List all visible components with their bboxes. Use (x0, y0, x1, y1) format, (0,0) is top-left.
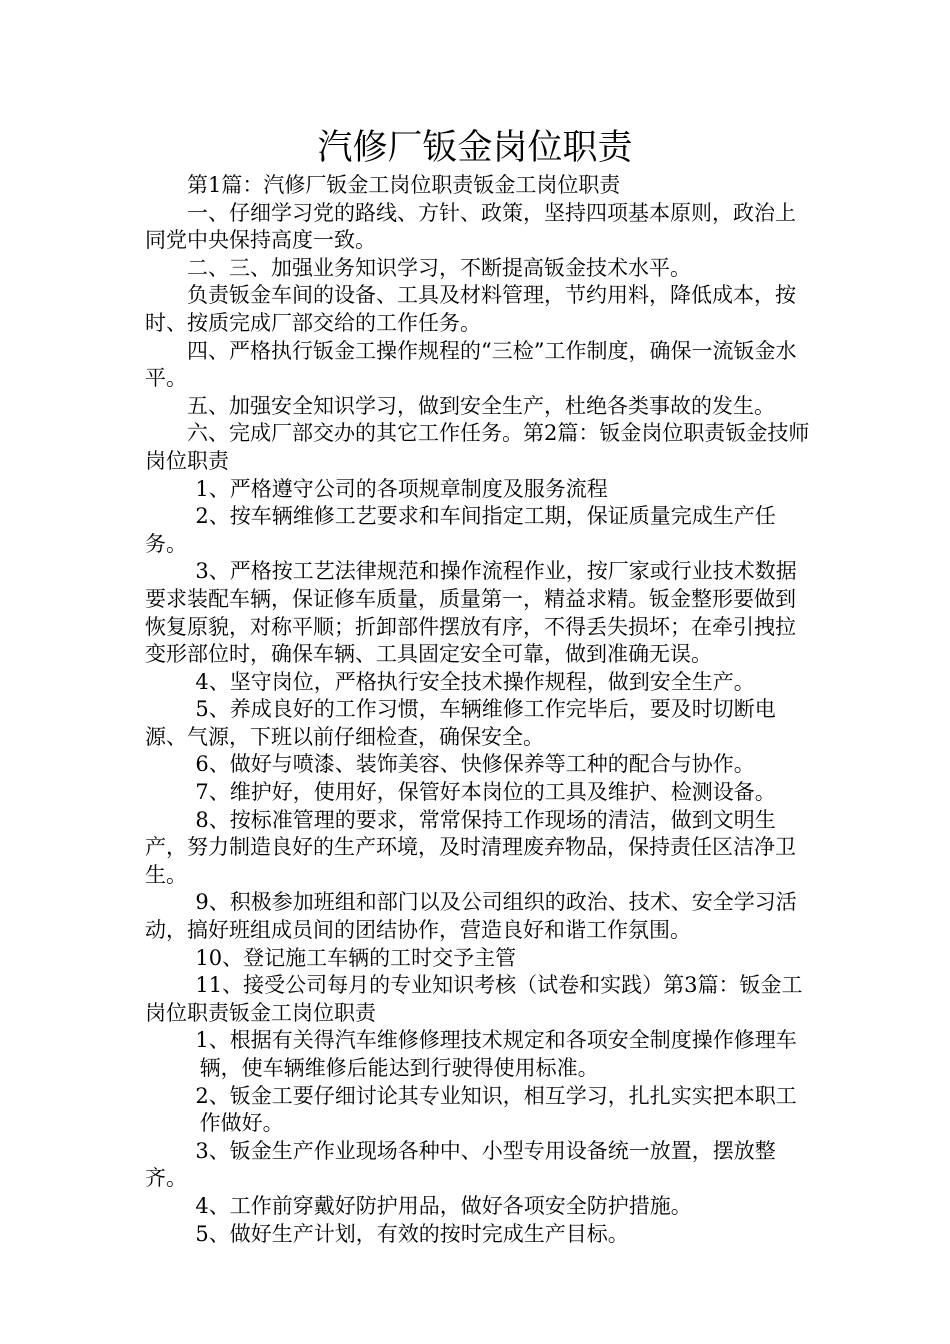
paragraph: 3、钣金生产作业现场各种中、小型专用设备统一放置，摆放整齐。 (145, 1138, 776, 1191)
paragraph: 2、钣金工要仔细讨论其专业知识，相互学习，扎扎实实把本职工 (195, 1083, 797, 1108)
document-body (145, 172, 810, 1248)
paragraph: 4、工作前穿戴好防护用品，做好各项安全防护措施。 (195, 1193, 692, 1218)
paragraph: 第1篇：汽修厂钣金工岗位职责钣金工岗位职责 (187, 173, 621, 197)
paragraph: 一、仔细学习党的路线、方针、政策，坚持四项基本原则，政治上同党中央保持高度一致。 (145, 200, 796, 253)
paragraph: 10、登记施工车辆的工时交予主管 (195, 945, 517, 970)
paragraph: 五、加强安全知识学习，做到安全生产，杜绝各类事故的发生。 (187, 393, 775, 418)
paragraph: 5、做好生产计划，有效的按时完成生产目标。 (195, 1221, 629, 1246)
paragraph: 1、根据有关得汽车维修修理技术规定和各项安全制度操作修理车 (195, 1028, 797, 1053)
paragraph: 负责钣金车间的设备、工具及材料管理，节约用料，降低成本，按时、按质完成厂部交给的工作任务。 (145, 283, 796, 335)
paragraph: 六、完成厂部交办的其它工作任务。第2篇：钣金岗位职责钣金技师岗位职责 (145, 421, 810, 473)
paragraph: 8、按标准管理的要求，常常保持工作现场的清洁，做到文明生产，努力制造良好的生产环境，及时清理废弃物品，保持责任区洁净卫生。 (145, 807, 796, 887)
paragraph: 3、严格按工艺法律规范和操作流程作业，按厂家或行业技术数据要求装配车辆，保证修车质量，质量第一，精益求精。钣金整形要做到恢复原貌，对称平顺；折卸部件摆放有序，不得丢失损坏；在牵引拽拉变形部位时，确保车辆、工具固定安全可靠，做到准确无误。 (145, 559, 797, 667)
paragraph: 4、坚守岗位，严格执行安全技术操作规程，做到安全生产。 (195, 669, 755, 694)
paragraph: 四、严格执行钣金工操作规程的“三检”工作制度，确保一流钣金水平。 (145, 338, 797, 391)
paragraph: 1、严格遵守公司的各项规章制度及服务流程 (195, 476, 608, 501)
paragraph: 辆，使车辆维修后能达到行驶得使用标准。 (199, 1056, 599, 1080)
paragraph: 二、三、加强业务知识学习，不断提高钣金技术水平。 (187, 255, 691, 280)
paragraph: 2、按车辆维修工艺要求和车间指定工期，保证质量完成生产任务。 (145, 504, 776, 556)
paragraph: 7、维护好，使用好，保管好本岗位的工具及维护、检测设备。 (195, 780, 776, 805)
paragraph: 11、接受公司每月的专业知识考核（试卷和实践）第3篇：钣金工岗位职责钣金工岗位职责 (145, 973, 803, 1025)
paragraph: 5、养成良好的工作习惯，车辆维修工作完毕后，要及时切断电源、气源，下班以前仔细检查，确保安全。 (145, 697, 776, 749)
paragraph: 作做好。 (199, 1111, 284, 1136)
paragraph: 9、积极参加班组和部门以及公司组织的政治、技术、安全学习活动，搞好班组成员间的团结协作，营造良好和谐工作氛围。 (145, 890, 797, 943)
document-title: 汽修厂钣金岗位职责 (317, 128, 633, 168)
paragraph: 6、做好与喷漆、装饰美容、快修保养等工种的配合与协作。 (195, 752, 755, 777)
